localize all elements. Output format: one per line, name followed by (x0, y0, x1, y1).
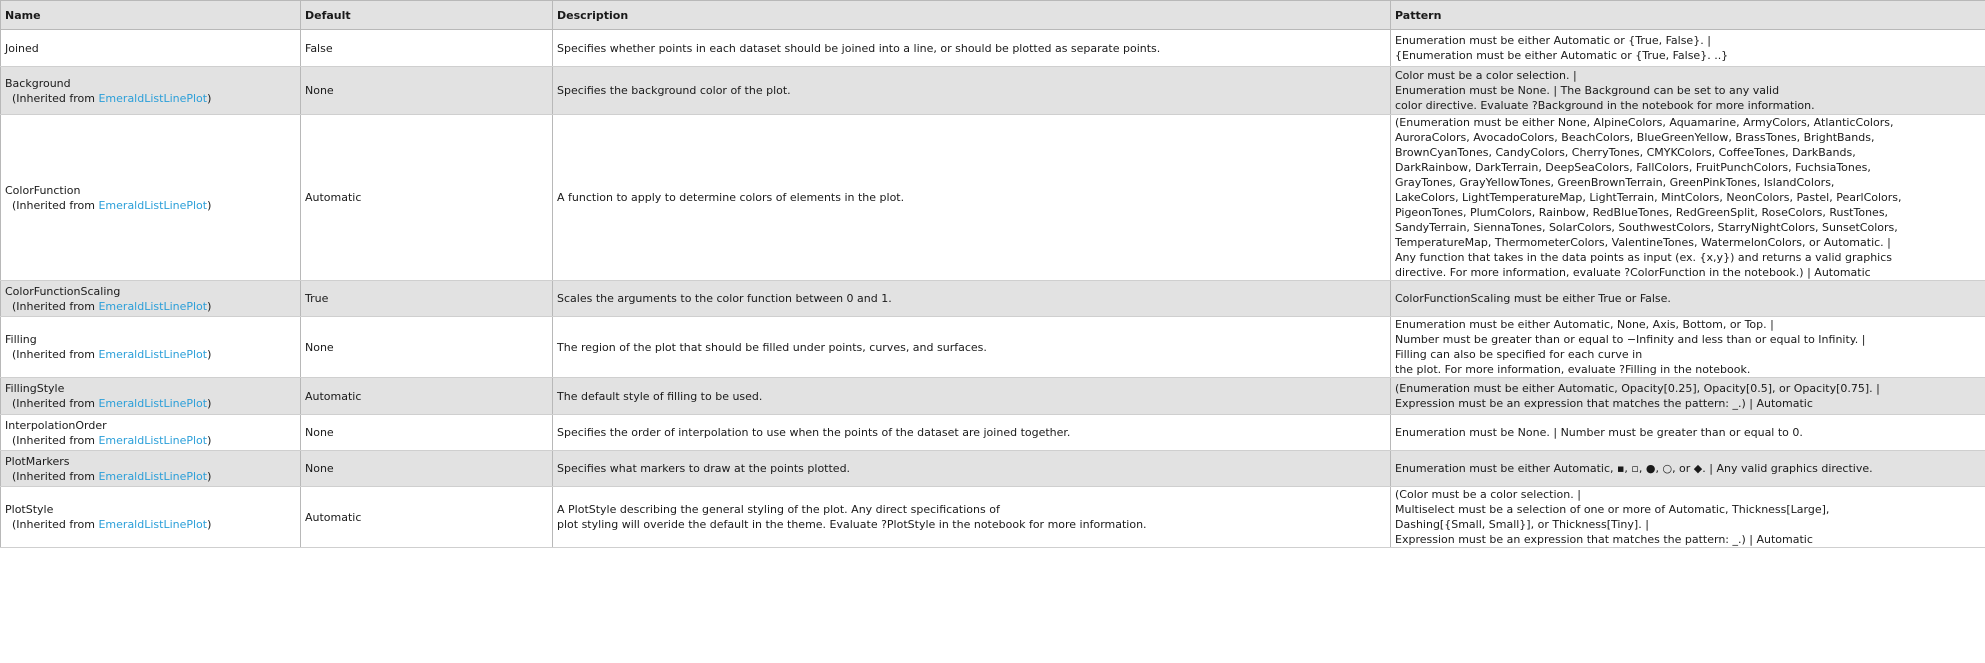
pattern-line: Enumeration must be None. | Number must be greater than or equal to 0. (1395, 426, 1803, 439)
option-name: ColorFunction (5, 183, 81, 197)
cell-default: Automatic (301, 487, 553, 548)
cell-description: Specifies what markers to draw at the points plotted. (553, 451, 1391, 487)
pattern-line: BrownCyanTones, CandyColors, CherryTones, CMYKColors, CoffeeTones, DarkBands, (1395, 146, 1856, 159)
inherited-link[interactable]: EmeraldListLinePlot (98, 433, 208, 447)
inherited-note (5, 299, 296, 314)
pattern-line: Expression must be an expression that matches the pattern: _.) | Automatic (1395, 533, 1813, 546)
option-name: InterpolationOrder (5, 418, 107, 432)
option-name: PlotMarkers (5, 454, 70, 468)
pattern-line: Multiselect must be a selection of one or more of Automatic, Thickness[Large], (1395, 503, 1830, 516)
pattern-line: PigeonTones, PlumColors, Rainbow, RedBlueTones, RedGreenSplit, RoseColors, RustTones, (1395, 206, 1889, 219)
table-row (1, 115, 1985, 281)
cell-name (1, 487, 301, 548)
inherited-suffix: ) (207, 198, 212, 212)
inherited-note (5, 517, 296, 532)
table-row (1, 67, 1985, 115)
inherited-suffix: ) (207, 348, 212, 361)
cell-description: Specifies the background color of the plot. (553, 67, 1391, 115)
cell-pattern (1391, 378, 1985, 415)
cell-pattern (1391, 415, 1985, 451)
pattern-line: (Color must be a color selection. | (1395, 488, 1581, 501)
cell-description: The region of the plot that should be filled under points, curves, and surfaces. (553, 317, 1391, 378)
cell-description (553, 487, 1391, 548)
cell-description: Specifies the order of interpolation to use when the points of the dataset are joined together. (553, 415, 1391, 451)
pattern-line: DarkRainbow, DarkTerrain, DeepSeaColors, FallColors, FruitPunchColors, FuchsiaTones, (1395, 161, 1871, 174)
cell-default: Automatic (301, 378, 553, 415)
pattern-line: Expression must be an expression that matches the pattern: _.) | Automatic (1395, 397, 1813, 410)
inherited-suffix: ) (207, 299, 212, 313)
inherited-note (5, 91, 296, 106)
option-name: Background (5, 76, 71, 90)
table-row (1, 30, 1985, 67)
pattern-line: Number must be greater than or equal to −Infinity and less than or equal to Infinity. | (1395, 333, 1866, 346)
pattern-line: {Enumeration must be either Automatic or {True, False}. ..} (1395, 49, 1729, 62)
cell-pattern (1391, 451, 1985, 487)
pattern-line: Enumeration must be either Automatic or {True, False}. | (1395, 34, 1711, 47)
inherited-note (5, 433, 296, 448)
inherited-prefix: (Inherited from (12, 433, 99, 447)
pattern-line: the plot. For more information, evaluate ?Filling in the notebook. (1395, 363, 1751, 376)
inherited-note (5, 396, 296, 411)
inherited-suffix: ) (207, 397, 212, 410)
pattern-line: (Enumeration must be either Automatic, Opacity[0.25], Opacity[0.5], or Opacity[0.75]. | (1395, 382, 1880, 395)
header-pattern: Pattern (1391, 1, 1985, 30)
cell-pattern (1391, 30, 1985, 67)
inherited-note (5, 198, 296, 213)
inherited-suffix: ) (207, 91, 212, 105)
header-name: Name (1, 1, 301, 30)
cell-default: None (301, 415, 553, 451)
header-description: Description (553, 1, 1391, 30)
inherited-suffix: ) (207, 433, 212, 447)
inherited-link[interactable]: EmeraldListLinePlot (98, 299, 208, 313)
inherited-link[interactable]: EmeraldListLinePlot (98, 198, 208, 212)
pattern-line: directive. For more information, evaluate ?ColorFunction in the notebook.) | Automatic (1395, 266, 1871, 279)
pattern-line: (Enumeration must be either None, AlpineColors, Aquamarine, ArmyColors, AtlanticColors, (1395, 116, 1894, 129)
pattern-line: color directive. Evaluate ?Background in the notebook for more information. (1395, 99, 1815, 112)
cell-default: Automatic (301, 115, 553, 281)
pattern-line: Color must be a color selection. | (1395, 69, 1577, 82)
cell-pattern (1391, 67, 1985, 115)
option-name: ColorFunctionScaling (5, 284, 121, 298)
cell-default: True (301, 281, 553, 317)
inherited-link[interactable]: EmeraldListLinePlot (98, 91, 208, 105)
inherited-prefix: (Inherited from (12, 198, 99, 212)
pattern-line: ColorFunctionScaling must be either True or False. (1395, 292, 1671, 305)
cell-name (1, 67, 301, 115)
cell-description: Scales the arguments to the color function between 0 and 1. (553, 281, 1391, 317)
table-row (1, 317, 1985, 378)
cell-pattern (1391, 115, 1985, 281)
inherited-prefix: (Inherited from (12, 397, 99, 410)
inherited-prefix: (Inherited from (12, 348, 99, 361)
cell-default: None (301, 451, 553, 487)
option-name: FillingStyle (5, 382, 65, 395)
inherited-prefix: (Inherited from (12, 91, 99, 105)
inherited-link[interactable]: EmeraldListLinePlot (98, 469, 208, 483)
cell-pattern (1391, 317, 1985, 378)
inherited-link[interactable]: EmeraldListLinePlot (98, 397, 208, 410)
pattern-line: TemperatureMap, ThermometerColors, ValentineTones, WatermelonColors, or Automatic. | (1395, 236, 1891, 249)
table-row (1, 487, 1985, 548)
inherited-prefix: (Inherited from (12, 518, 99, 531)
cell-name (1, 378, 301, 415)
option-name: Joined (5, 41, 39, 55)
cell-default: False (301, 30, 553, 67)
pattern-line: AuroraColors, AvocadoColors, BeachColors, BlueGreenYellow, BrassTones, BrightBands, (1395, 131, 1875, 144)
cell-description: A function to apply to determine colors of elements in the plot. (553, 115, 1391, 281)
header-row (1, 1, 1985, 30)
table-row (1, 415, 1985, 451)
pattern-line: Enumeration must be None. | The Background can be set to any valid (1395, 84, 1780, 97)
description-line: A PlotStyle describing the general styling of the plot. Any direct specifications of (557, 503, 1000, 516)
pattern-line: Enumeration must be either Automatic, ▪, ▫, ●, ○, or ◆. | Any valid graphics directive. (1395, 462, 1873, 475)
inherited-link[interactable]: EmeraldListLinePlot (98, 348, 208, 361)
table-row (1, 281, 1985, 317)
cell-name (1, 415, 301, 451)
cell-name (1, 115, 301, 281)
pattern-line: SandyTerrain, SiennaTones, SolarColors, SouthwestColors, StarryNightColors, SunsetColors, (1395, 221, 1898, 234)
inherited-suffix: ) (207, 469, 212, 483)
description-line: plot styling will overide the default in the theme. Evaluate ?PlotStyle in the notebook for more information. (557, 518, 1147, 531)
option-name: Filling (5, 333, 37, 346)
cell-pattern (1391, 487, 1985, 548)
inherited-note (5, 469, 296, 484)
pattern-line: LakeColors, LightTemperatureMap, LightTerrain, MintColors, NeonColors, Pastel, PearlColors, (1395, 191, 1902, 204)
header-default: Default (301, 1, 553, 30)
cell-name (1, 281, 301, 317)
inherited-suffix: ) (207, 518, 212, 531)
option-name: PlotStyle (5, 503, 54, 516)
table-row (1, 451, 1985, 487)
table-row (1, 378, 1985, 415)
pattern-line: Enumeration must be either Automatic, None, Axis, Bottom, or Top. | (1395, 318, 1774, 331)
inherited-prefix: (Inherited from (12, 469, 99, 483)
pattern-line: Filling can also be specified for each curve in (1395, 348, 1643, 361)
cell-description: Specifies whether points in each dataset should be joined into a line, or should be plotted as separate points. (553, 30, 1391, 67)
inherited-link[interactable]: EmeraldListLinePlot (98, 518, 208, 531)
pattern-line: Any function that takes in the data points as input (ex. {x,y}) and returns a valid graphics (1395, 251, 1893, 264)
cell-name (1, 30, 301, 67)
cell-default: None (301, 317, 553, 378)
cell-name (1, 317, 301, 378)
cell-pattern (1391, 281, 1985, 317)
cell-default: None (301, 67, 553, 115)
inherited-prefix: (Inherited from (12, 299, 99, 313)
pattern-line: GrayTones, GrayYellowTones, GreenBrownTerrain, GreenPinkTones, IslandColors, (1395, 176, 1835, 189)
inherited-note (5, 347, 296, 362)
pattern-line: Dashing[{Small, Small}], or Thickness[Tiny]. | (1395, 518, 1649, 531)
cell-description: The default style of filling to be used. (553, 378, 1391, 415)
cell-name (1, 451, 301, 487)
